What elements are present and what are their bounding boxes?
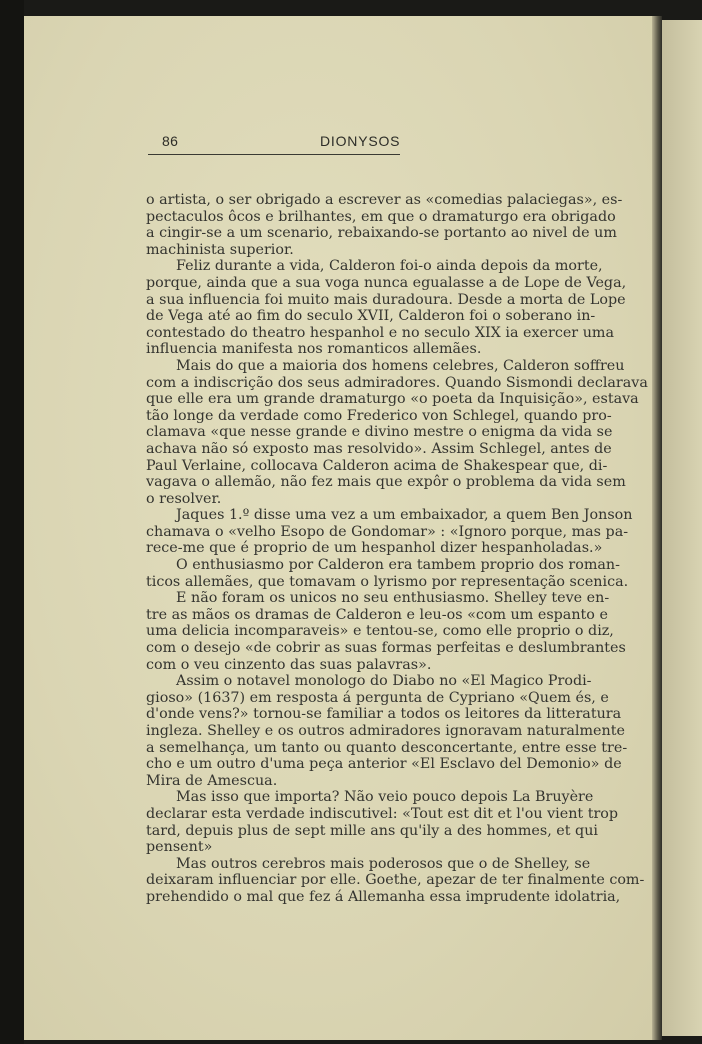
text-line: O enthusiasmo por Calderon era tambem proprio dos roman- bbox=[176, 557, 620, 574]
text-line: com o veu cinzento das suas palavras». bbox=[146, 656, 432, 673]
text-line: gioso» (1637) em resposta á pergunta de Cypriano «Quem és, e bbox=[146, 689, 609, 706]
book-gutter bbox=[652, 16, 662, 1040]
text-line: contestado do theatro hespanhol e no seculo XIX ia exercer uma bbox=[146, 324, 614, 341]
text-line: tre as mãos os dramas de Calderon e leu-os «com um espanto e bbox=[146, 606, 608, 623]
text-line: ticos allemães, que tomavam o lyrismo por representação scenica. bbox=[146, 573, 629, 590]
text-line: Jaques 1.º disse uma vez a um embaixador, a quem Ben Jonson bbox=[176, 507, 633, 524]
text-line: achava não só exposto mas resolvido». Assim Schlegel, antes de bbox=[146, 440, 612, 457]
text-line: Mais do que a maioria dos homens celebres, Calderon soffreu bbox=[176, 357, 625, 374]
text-line: o artista, o ser obrigado a escrever as «comedias palaciegas», es- bbox=[146, 192, 623, 208]
text-line: a sua influencia foi muito mais duradoura. Desde a morta de Lope bbox=[146, 291, 626, 308]
text-line: Paul Verlaine, collocava Calderon acima de Shakespear que, di- bbox=[146, 457, 608, 474]
scan-border bbox=[0, 0, 24, 1044]
text-line: clamava «que nesse grande e divino mestre o enigma da vida se bbox=[146, 424, 613, 441]
text-line: o resolver. bbox=[146, 490, 222, 507]
text-line: com o desejo «de cobrir as suas formas perfeitas e deslumbrantes bbox=[146, 640, 626, 657]
facing-page-edge bbox=[662, 20, 702, 1036]
paragraph bbox=[146, 258, 627, 358]
text-line: d'onde vens?» tornou-se familiar a todos os leitores da litteratura bbox=[146, 706, 622, 723]
paragraph bbox=[146, 855, 645, 906]
text-line: Assim o notavel monologo do Diabo no «El Magico Prodi- bbox=[176, 673, 592, 690]
text-line: deixaram influenciar por elle. Goethe, apezar de ter finalmente com- bbox=[146, 872, 645, 889]
running-header bbox=[148, 132, 400, 155]
text-line: a cingir-se a um scenario, rebaixando-se portanto ao nivel de um bbox=[146, 225, 617, 242]
text-line: Mas outros cerebros mais poderosos que o de Shelley, se bbox=[176, 855, 591, 872]
text-line: Mas isso que importa? Não veio pouco depois La Bruyère bbox=[176, 789, 594, 806]
text-line: declarar esta verdade indiscutivel: «Tout est dit et l'ou vient trop bbox=[146, 805, 619, 822]
running-title: DIONYSOS bbox=[320, 133, 401, 149]
text-line: com a indiscrição dos seus admiradores. Quando Sismondi declarava bbox=[146, 374, 648, 391]
text-line: cho e um outro d'uma peça anterior «El Esclavo del Demonio» de bbox=[146, 756, 622, 773]
text-line: ingleza. Shelley e os outros admiradores ignoravam naturalmente bbox=[146, 723, 625, 739]
paragraph bbox=[146, 557, 629, 590]
text-line: influencia manifesta nos romanticos allemães. bbox=[146, 341, 482, 358]
text-line: machinista superior. bbox=[146, 241, 294, 258]
text-line: Mira de Amescua. bbox=[146, 772, 278, 789]
text-line: uma delicia incomparaveis» e tentou-se, como elle proprio o diz, bbox=[146, 623, 614, 640]
text-line: chamava o «velho Esopo de Gondomar» : «Ignoro porque, mas pa- bbox=[146, 523, 629, 540]
body-text bbox=[146, 192, 648, 906]
text-line: Feliz durante a vida, Calderon foi-o ainda depois da morte, bbox=[176, 258, 603, 275]
text-line: tão longe da verdade como Frederico von Schlegel, quando pro- bbox=[146, 407, 612, 424]
paragraph bbox=[146, 673, 628, 789]
text-line: que elle era um grande dramaturgo «o poeta da Inquisição», estava bbox=[146, 391, 639, 408]
text-line: vagava o allemão, não fez mais que expôr o problema da vida sem bbox=[146, 474, 626, 491]
paragraph bbox=[146, 590, 626, 673]
text-line: tard, depuis plus de sept mille ans qu'ily a des hommes, et qui bbox=[146, 822, 598, 839]
text-line: pectaculos ôcos e brilhantes, em que o dramaturgo era obrigado bbox=[146, 208, 616, 225]
text-line: porque, ainda que a sua voga nunca egualasse a de Lope de Vega, bbox=[146, 274, 627, 291]
paragraph bbox=[146, 507, 633, 557]
page-number: 86 bbox=[162, 133, 179, 149]
paragraph bbox=[146, 789, 619, 856]
text-line: pensent» bbox=[146, 839, 213, 856]
text-line: de Vega até ao fim do seculo XVII, Calderon foi o soberano in- bbox=[146, 308, 596, 325]
paragraph bbox=[146, 192, 623, 258]
paragraph bbox=[146, 357, 648, 507]
text-line: prehendido o mal que fez á Allemanha essa imprudente idolatria, bbox=[146, 888, 621, 905]
text-line: a semelhança, um tanto ou quanto desconcertante, entre esse tre- bbox=[146, 739, 628, 756]
text-line: E não foram os unicos no seu enthusiasmo. Shelley teve en- bbox=[176, 590, 610, 607]
text-line: rece-me que é proprio de um hespanhol dizer hespanholadas.» bbox=[146, 540, 603, 557]
